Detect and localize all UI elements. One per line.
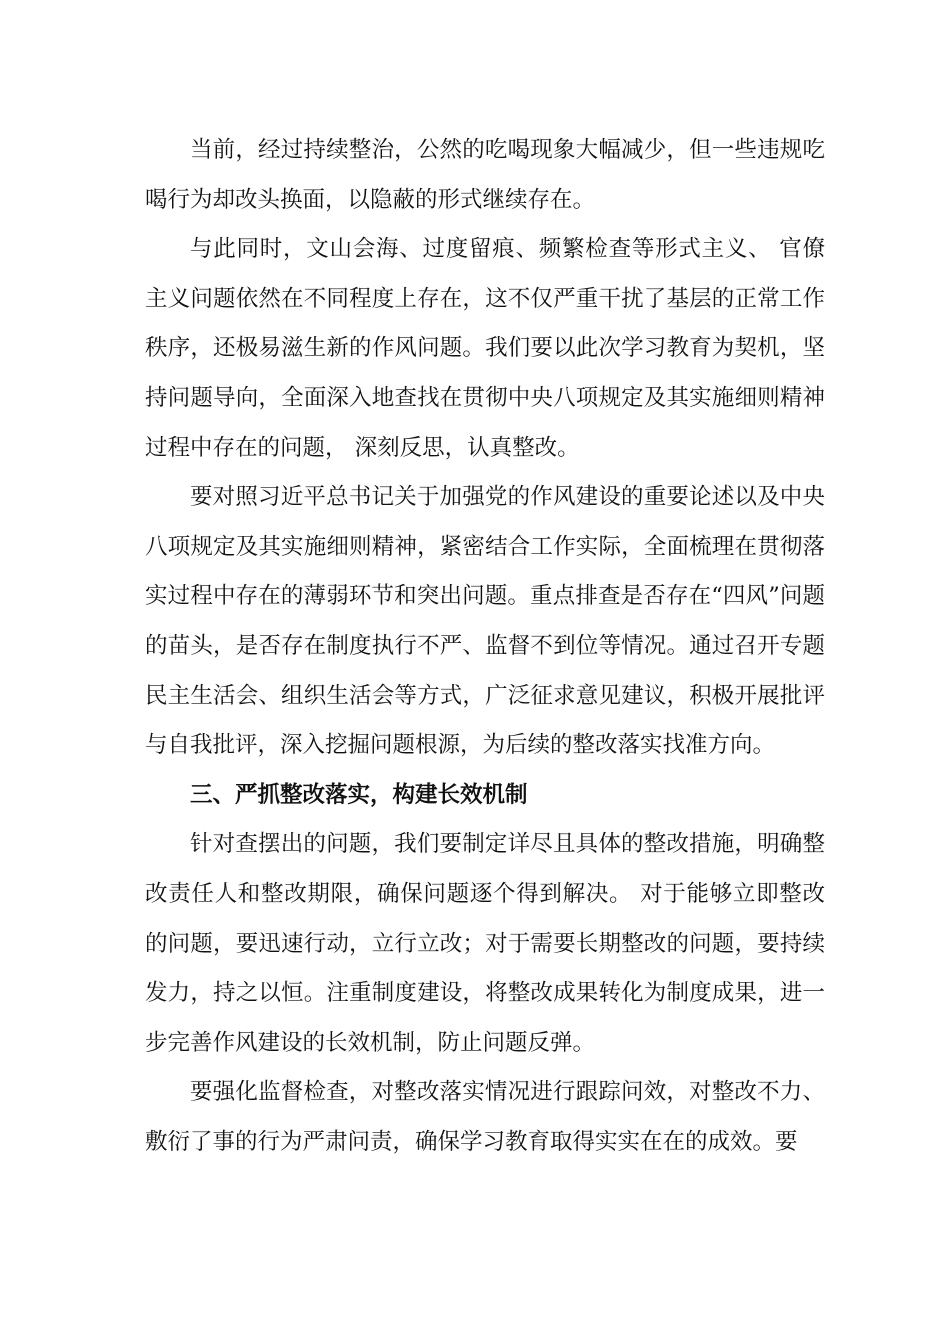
section-heading: 三、严抓整改落实，构建长效机制 <box>190 781 528 808</box>
paragraph-current-situation: 当前，经过持续整治，公然的吃喝现象大幅减少，但一些违规吃喝行为却改头换面，以隐蔽的形式继续存在。 <box>145 137 825 213</box>
paragraph-supervision: 要强化监督检查，对整改落实情况进行跟踪问效，对整改不力、敷衍了事的行为严肃问责，确保学习教育取得实实在在的成效。要 <box>145 1079 825 1155</box>
paragraph-formalism-problems: 与此同时，文山会海、过度留痕、频繁检查等形式主义、 官僚主义问题依然在不同程度上存在，这不仅严重干扰了基层的正常工作秩序，还极易滋生新的作风问题。我们要以此次学习教育为契机，坚持问题导向，全面深入地查找在贯彻中央八项规定及其实施细则精神过程中存在的问题， 深刻反思，认真整改。 <box>145 236 825 461</box>
paragraph-rectification-measures: 针对查摆出的问题，我们要制定详尽且具体的整改措施，明确整改责任人和整改期限，确保问题逐个得到解决。 对于能够立即整改的问题，要迅速行动，立行立改；对于需要长期整改的问题，要持续发力，持之以恒。注重制度建设，将整改成果转化为制度成果，进一步完善作风建设的长效机制，防止问题反弹。 <box>145 831 825 1056</box>
paragraph-review-problems: 要对照习近平总书记关于加强党的作风建设的重要论述以及中央八项规定及其实施细则精神，紧密结合工作实际，全面梳理在贯彻落实过程中存在的薄弱环节和突出问题。重点排查是否存在“四风”问题的苗头，是否存在制度执行不严、监督不到位等情况。通过召开专题民主生活会、组织生活会等方式，广泛征求意见建议，积极开展批评与自我批评，深入挖掘问题根源，为后续的整改落实找准方向。 <box>145 484 825 759</box>
document-body <box>145 126 825 1167</box>
